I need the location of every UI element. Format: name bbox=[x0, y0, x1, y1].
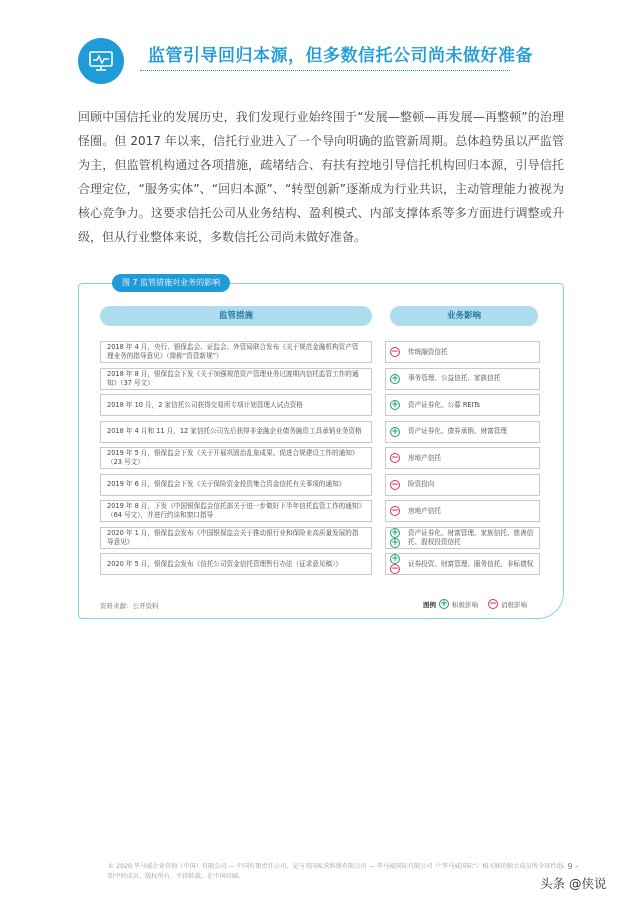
column-header-impact: 业务影响 bbox=[390, 306, 538, 326]
impact-label: 资产证券化、债券承销、财富管理 bbox=[408, 427, 507, 435]
column-header-measures: 监管措施 bbox=[100, 306, 372, 326]
measure-cell: 2019 年 8 月，下发《中国银保监会信托部关于进一步做好下半年信托监管工作的通知》（64 号文），并进行约谈和窗口指导 bbox=[100, 500, 372, 522]
negative-icon: − bbox=[391, 564, 399, 574]
table-row bbox=[100, 421, 540, 443]
legend-negative: 消极影响 bbox=[501, 600, 527, 609]
table-row bbox=[100, 474, 540, 496]
impact-cell bbox=[385, 394, 540, 416]
impact-label: 房地产信托 bbox=[408, 453, 441, 462]
legend-positive: 积极影响 bbox=[452, 600, 478, 609]
figure-caption: 图 7 监管措施对业务的影响 bbox=[112, 274, 230, 292]
monitor-pulse-icon bbox=[78, 38, 124, 84]
legend bbox=[423, 599, 527, 609]
source-note: 资料来源：公开资料 bbox=[100, 602, 159, 610]
measure-cell: 2019 年 6 月，银保监会下发《关于保险资金投资集合资金信托有关事项的通知》 bbox=[100, 474, 372, 496]
table-row bbox=[100, 553, 540, 575]
impact-cell bbox=[385, 341, 540, 363]
impact-cell bbox=[385, 447, 540, 469]
watermark: 头条 @侠说 bbox=[540, 876, 607, 891]
positive-icon: + bbox=[391, 537, 399, 548]
negative-icon: − bbox=[391, 506, 399, 516]
negative-icon: − bbox=[391, 453, 399, 463]
positive-icon: + bbox=[391, 400, 399, 410]
table-row bbox=[100, 527, 540, 549]
negative-icon: − bbox=[391, 347, 399, 357]
impact-cell bbox=[385, 421, 540, 443]
measure-cell: 2018 年 10 月，2 家信托公司获得交易所专项计划管理人试点资格 bbox=[100, 394, 372, 416]
table-row bbox=[100, 500, 540, 522]
footer-copyright: © 2020 毕马威企业咨询（中国）有限公司 — 中国有限责任公司，是与英国私营担保有限公司 — 毕马威国际有限公司（“毕马威国际”）相关联的独立成员所全球性组织中的成员。版权所有，不得转载。在中国印刷。 bbox=[108, 863, 563, 880]
negative-icon: − bbox=[391, 479, 399, 490]
measure-cell: 2018 年 4 月，央行、银保监会、证监会、外管局联合发布《关于规范金融机构资产管理业务的指导意见》（简称“资管新规”） bbox=[100, 341, 372, 363]
impact-label: 险资投向 bbox=[408, 480, 435, 488]
negative-icon: − bbox=[489, 599, 497, 609]
impact-label: 房地产信托 bbox=[408, 506, 441, 515]
impact-label: 传统融资信托 bbox=[408, 347, 448, 356]
positive-icon: + bbox=[391, 426, 399, 437]
impact-label: 资产证券化、公募 REITs bbox=[408, 400, 480, 409]
impact-cell bbox=[385, 368, 540, 390]
measure-cell: 2020 年 1 月，银保监会发布《中国银保监会关于推动银行业和保险业高质量发展的指导意见》 bbox=[100, 527, 372, 549]
impact-cell bbox=[385, 553, 540, 575]
impact-label: 证券投资、财富管理、服务信托、非标债权 bbox=[408, 559, 534, 568]
positive-icon: + bbox=[440, 599, 448, 609]
measure-cell: 2020 年 5 月，银保监会发布《信托公司资金信托管理暂行办法（征求意见稿）》 bbox=[100, 553, 372, 575]
section-title: 监管引导回归本源，但多数信托公司尚未做好准备 bbox=[148, 46, 533, 66]
impact-cell bbox=[385, 527, 540, 549]
legend-label: 图例 bbox=[423, 600, 436, 609]
measure-cell: 2018 年 8 月，银保监会下发《关于加强规范资产管理业务过渡期内信托监管工作的通知》（37 号文） bbox=[100, 368, 372, 390]
page-number: - 9 - bbox=[562, 862, 578, 871]
intro-paragraph: 回顾中国信托业的发展历史，我们发现行业始终围于“发展—整顿—再发展—再整顿”的治理怪圈。但 2017 年以来，信托行业进入了一个导向明确的监管新周期。总体趋势虽以严监管为主，但监管机构通过各项措施，疏堵结合、有扶有控地引导信托机构回归本源，引导信托合理定位，“服务实体”、“回归本源”、“转型创新”逐渐成为行业共识，主动管理能力被视为核心竞争力。这要求信托公司从业务结构、盈利模式、内部支撑体系等多方面进行调整或升级，但从行业整体来说，多数信托公司尚未做好准备。 bbox=[78, 110, 564, 244]
table-row bbox=[100, 447, 540, 469]
measure-cell: 2018 年 4 月和 11 月，12 家信托公司先后获得非金融企业债务融资工具承销业务资格 bbox=[100, 421, 372, 443]
measure-cell: 2019 年 5 月，银保监会下发《关于开展巩固治乱象成果、促进合规建设工作的通知》（23 号文） bbox=[100, 447, 372, 469]
impact-label: 事务管理、公益信托、家族信托 bbox=[408, 374, 501, 382]
table-row bbox=[100, 394, 540, 416]
impact-cell bbox=[385, 474, 540, 496]
impact-cell bbox=[385, 500, 540, 522]
table-row bbox=[100, 368, 540, 390]
positive-icon: + bbox=[391, 373, 399, 384]
title-divider bbox=[140, 70, 510, 71]
positive-icon: + bbox=[391, 527, 399, 538]
positive-icon: + bbox=[391, 554, 399, 564]
impact-label: 资产证券化、财富管理、家族信托、慈善信托、股权投资信托 bbox=[408, 528, 534, 546]
table-row bbox=[100, 341, 540, 363]
